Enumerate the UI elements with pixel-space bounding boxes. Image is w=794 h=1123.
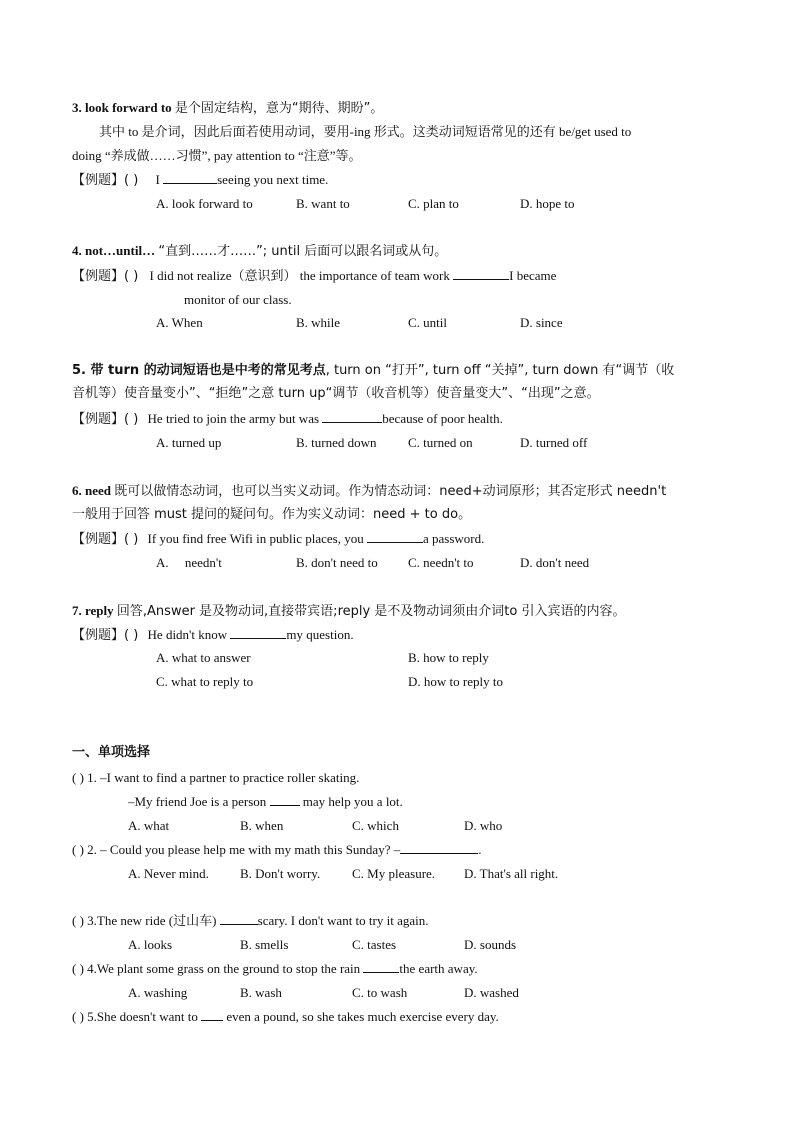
s4-example-line2: monitor of our class. bbox=[184, 292, 292, 307]
answer-blank[interactable] bbox=[270, 793, 300, 806]
s6-title-bold: 6. need bbox=[72, 483, 111, 498]
option-b: B. turned down bbox=[296, 435, 377, 450]
option-c: C. needn't to bbox=[408, 555, 474, 570]
example-label: 【例题】( ) bbox=[72, 269, 139, 284]
option-c: C. plan to bbox=[408, 196, 459, 211]
example-post: I became bbox=[509, 268, 557, 283]
example-label: 【例题】( ) bbox=[72, 532, 139, 547]
option-d: D. sounds bbox=[464, 937, 517, 952]
option-d: D. turned off bbox=[520, 435, 588, 450]
option-b: B. how to reply bbox=[408, 650, 489, 665]
option-b: B. when bbox=[240, 818, 284, 833]
s3-title bbox=[72, 99, 383, 118]
s7-example bbox=[72, 626, 354, 645]
question-3 bbox=[72, 912, 429, 930]
s3-title-bold: 3. look forward to bbox=[72, 100, 172, 115]
option-a: A. looks bbox=[128, 937, 173, 952]
option-d: D. That's all right. bbox=[464, 866, 559, 881]
section-title: 一、单项选择 bbox=[72, 745, 151, 760]
s7-title-rest: 回答,Answer 是及物动词,直接带宾语;reply 是不及物动词须由介词to 引入宾语的内容。 bbox=[116, 604, 626, 619]
question-text: the earth away. bbox=[399, 961, 478, 976]
answer-blank[interactable] bbox=[400, 841, 478, 854]
option-b: B. smells bbox=[240, 937, 289, 952]
s5-example bbox=[72, 410, 503, 429]
s3-title-rest: 是个固定结构，意为“期待、期盼”。 bbox=[174, 101, 384, 116]
question-5 bbox=[72, 1008, 499, 1026]
s5-title-rest: , turn on “打开”, turn off “关掉”, turn down 有“调节（收 bbox=[325, 363, 675, 378]
s6-example bbox=[72, 530, 484, 549]
question-4 bbox=[72, 960, 478, 978]
example-label: 【例题】( ) bbox=[72, 173, 139, 188]
option-d: D. don't need bbox=[520, 555, 590, 570]
option-d: D. washed bbox=[464, 985, 519, 1000]
question-text: 3.The new ride (过山车) bbox=[87, 913, 217, 928]
answer-paren[interactable]: ( ) bbox=[72, 842, 84, 857]
s6-title bbox=[72, 482, 666, 501]
example-pre: He didn't know bbox=[147, 627, 228, 642]
s6-line2: 一般用于回答 must 提问的疑问句。作为实义动词：need + to do。 bbox=[72, 507, 472, 522]
question-text: . bbox=[478, 842, 482, 857]
answer-paren[interactable]: ( ) bbox=[72, 770, 84, 785]
example-post: a password. bbox=[422, 531, 485, 546]
example-pre: I did not realize（意识到） the importance of team work bbox=[149, 268, 450, 283]
s3-example bbox=[72, 171, 328, 190]
s5-title-bold: 5. 带 turn 的动词短语也是中考的常见考点 bbox=[72, 363, 326, 378]
option-c: C. My pleasure. bbox=[352, 866, 436, 881]
question-text: –My friend Joe is a person bbox=[128, 794, 267, 809]
option-c: C. until bbox=[408, 315, 448, 330]
s4-title bbox=[72, 242, 447, 261]
option-a: A. When bbox=[156, 315, 203, 330]
answer-blank[interactable] bbox=[363, 960, 399, 973]
option-c: C. which bbox=[352, 818, 399, 833]
s4-title-rest: “直到……才……”; until 后面可以跟名词或从句。 bbox=[158, 244, 448, 259]
answer-paren[interactable]: ( ) bbox=[72, 1009, 84, 1024]
option-c: C. to wash bbox=[352, 985, 408, 1000]
question-text: 4.We plant some grass on the ground to stop the rain bbox=[87, 961, 361, 976]
question-text: 1. –I want to find a partner to practice roller skating. bbox=[87, 770, 360, 785]
option-b: B. don't need to bbox=[296, 555, 378, 570]
option-a: A. washing bbox=[128, 985, 188, 1000]
question-1 bbox=[72, 769, 359, 787]
question-1-line2 bbox=[128, 793, 403, 811]
s6-title-rest: 既可以做情态动词，也可以当实义动词。作为情态动词：need+动词原形；其否定形式 needn't bbox=[114, 484, 667, 499]
option-c: C. what to reply to bbox=[156, 674, 254, 689]
s5-title bbox=[72, 361, 674, 380]
s7-title-bold: 7. reply bbox=[72, 603, 114, 618]
option-a: A. what to answer bbox=[156, 650, 251, 665]
s5-line2: 音机等）使音量变小”、“拒绝”之意 turn up“调节（收音机等）使音量变大”、“出现”之意。 bbox=[72, 386, 600, 401]
option-d: D. since bbox=[520, 315, 563, 330]
option-c: C. tastes bbox=[352, 937, 397, 952]
example-post: seeing you next time. bbox=[217, 172, 329, 187]
question-text: 2. – Could you please help me with my math this Sunday? – bbox=[87, 842, 401, 857]
option-b: B. Don't worry. bbox=[240, 866, 321, 881]
example-pre: If you find free Wifi in public places, you bbox=[147, 531, 364, 546]
answer-blank[interactable] bbox=[220, 912, 258, 925]
option-c: C. turned on bbox=[408, 435, 473, 450]
option-a: A. turned up bbox=[156, 435, 222, 450]
option-a: A. what bbox=[128, 818, 170, 833]
option-a: A. Never mind. bbox=[128, 866, 209, 881]
option-b: B. want to bbox=[296, 196, 350, 211]
answer-blank[interactable] bbox=[322, 410, 382, 423]
option-b: B. while bbox=[296, 315, 341, 330]
s4-example bbox=[72, 267, 556, 286]
s3-line2: 其中 to 是介词，因此后面若使用动词，要用-ing 形式。这类动词短语常见的还有 be/get used to bbox=[99, 124, 632, 139]
option-a: A. look forward to bbox=[156, 196, 253, 211]
question-text: may help you a lot. bbox=[302, 794, 403, 809]
question-text: even a pound, so she takes much exercise every day. bbox=[226, 1009, 499, 1024]
s3-line3: doing “养成做……习惯”, pay attention to “注意”等。 bbox=[72, 148, 362, 163]
question-text: scary. I don't want to try it again. bbox=[257, 913, 429, 928]
answer-blank[interactable] bbox=[163, 171, 217, 184]
answer-blank[interactable] bbox=[367, 530, 423, 543]
answer-paren[interactable]: ( ) bbox=[72, 913, 84, 928]
option-b: B. wash bbox=[240, 985, 282, 1000]
option-d: D. hope to bbox=[520, 196, 575, 211]
example-post: my question. bbox=[286, 627, 354, 642]
option-d: D. who bbox=[464, 818, 503, 833]
option-a: A. needn't bbox=[156, 555, 222, 570]
answer-blank[interactable] bbox=[230, 626, 286, 639]
example-post: because of poor health. bbox=[382, 411, 503, 426]
s4-title-bold: 4. not…until… bbox=[72, 243, 156, 258]
example-pre: He tried to join the army but was bbox=[147, 411, 320, 426]
question-text: 5.She doesn't want to bbox=[87, 1009, 198, 1024]
example-label: 【例题】( ) bbox=[72, 412, 139, 427]
option-d: D. how to reply to bbox=[408, 674, 503, 689]
example-label: 【例题】( ) bbox=[72, 628, 139, 643]
example-pre: I bbox=[155, 172, 160, 187]
question-2 bbox=[72, 841, 481, 859]
answer-blank[interactable] bbox=[201, 1008, 223, 1021]
answer-blank[interactable] bbox=[453, 267, 509, 280]
s7-title bbox=[72, 602, 626, 621]
answer-paren[interactable]: ( ) bbox=[72, 961, 84, 976]
